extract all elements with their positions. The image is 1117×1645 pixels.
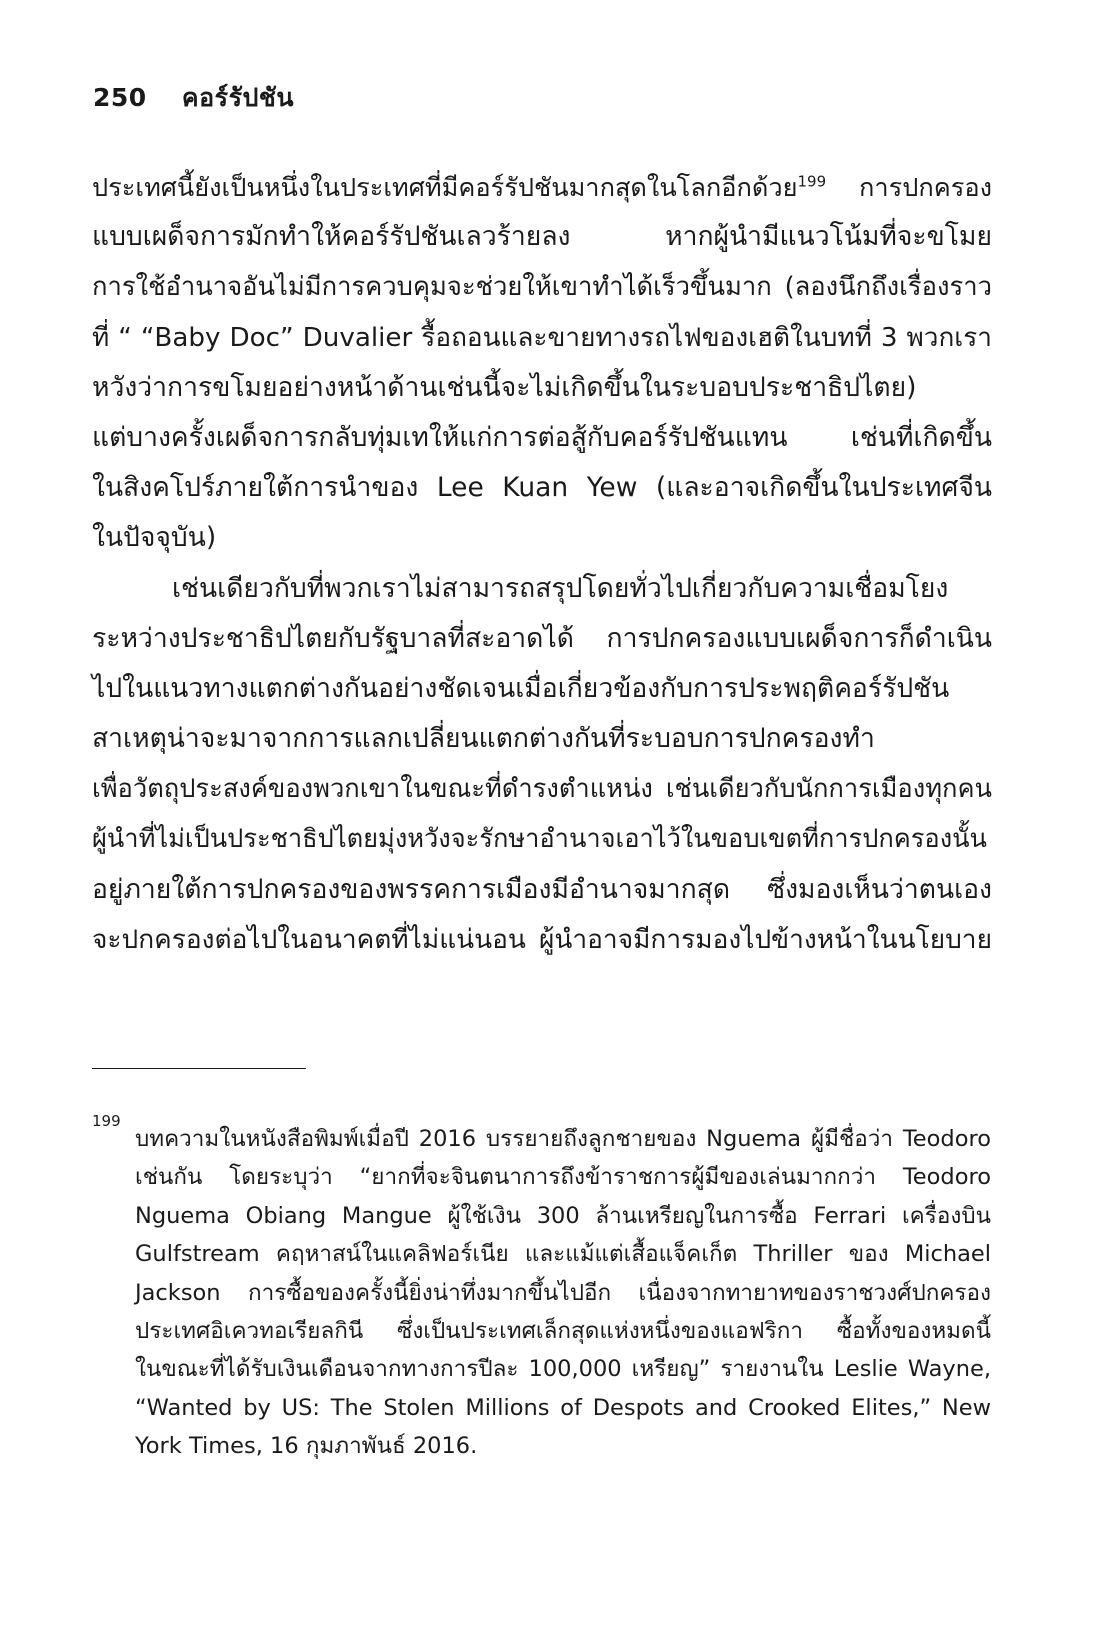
footnote-line-7: ในขณะที่ได้รับเงินเดือนจากทางการปีละ 100,000 เหรียญ” รายงานใน Leslie Wayne, — [135, 1356, 991, 1383]
book-title: คอร์รัปชัน — [181, 83, 294, 112]
page-number: 250 — [93, 83, 147, 112]
footnote-divider — [92, 1068, 306, 1069]
footnote-line-9: York Times, 16 กุมภาพันธ์ 2016. — [135, 1433, 478, 1460]
footnote-reference[interactable]: 199 — [797, 172, 827, 191]
footnote-line-8: “Wanted by US: The Stolen Millions of Despots and Crooked Elites,” New — [135, 1394, 991, 1421]
body-line-1: ประเทศนี้ยังเป็นหนึ่งในประเทศที่มีคอร์รัปชันมากสุดในโลกอีกด้วย$^{199}$ การปกครอง — [92, 172, 992, 202]
footnote-line-2: เช่นกัน โดยระบุว่า “ยากที่จะจินตนาการถึงข้าราชการผู้มีของเล่นมากกว่า Teodoro — [135, 1164, 991, 1191]
body-line-11: ไปในแนวทางแตกต่างกันอย่างชัดเจนเมื่อเกี่ยวข้องกับการประพฤติคอร์รัปชัน — [92, 672, 950, 704]
body-line-12: สาเหตุน่าจะมาจากการแลกเปลี่ยนแตกต่างกันที่ระบอบการปกครองทำ — [92, 723, 875, 755]
footnote-marker: 199 — [92, 1112, 121, 1130]
body-line-8: ในปัจจุบัน) — [92, 522, 217, 554]
running-head — [93, 78, 294, 118]
footnote-line-1: บทความในหนังสือพิมพ์เมื่อปี 2016 บรรยายถึงลูกชายของ Nguema ผู้มีชื่อว่า Teodoro — [135, 1126, 991, 1152]
footnote-line-6: ประเทศอิเควทอเรียลกินี ซึ่งเป็นประเทศเล็กสุดแห่งหนึ่งของแอฟริกา ซื้อทั้งของหมดนี้ — [135, 1317, 991, 1344]
body-line-3: การใช้อำนาจอันไม่มีการควบคุมจะช่วยให้เขาทำได้เร็วขึ้นมาก (ลองนึกถึงเรื่องราว — [92, 272, 992, 303]
body-line-6: แต่บางครั้งเผด็จการกลับทุ่มเทให้แก่การต่อสู้กับคอร์รัปชันแทน เช่นที่เกิดขึ้น — [92, 421, 992, 453]
footnote-line-4: Gulfstream คฤหาสน์ในแคลิฟอร์เนีย และแม้แต่เสื้อแจ็คเก็ต Thriller ของ Michael — [135, 1241, 991, 1268]
body-line-16: จะปกครองต่อไปในอนาคตที่ไม่แน่นอน ผู้นำอาจมีการมองไปข้างหน้าในนโยบาย — [92, 924, 992, 955]
body-line-10: ระหว่างประชาธิปไตยกับรัฐบาลที่สะอาดได้ การปกครองแบบเผด็จการก็ดำเนิน — [92, 622, 992, 654]
body-text — [92, 162, 992, 965]
footnote-line-3: Nguema Obiang Mangue ผู้ใช้เงิน 300 ล้านเหรียญในการซื้อ Ferrari เครื่องบิน — [135, 1202, 991, 1229]
footnote-line-5: Jackson การซื้อของครั้งนี้ยิ่งน่าทึ่งมากขึ้นไปอีก เนื่องจากทายาทของราชวงศ์ปกครอง — [135, 1279, 991, 1306]
body-line-5: หวังว่าการขโมยอย่างหน้าด้านเช่นนี้จะไม่เกิดขึ้นในระบอบประชาธิปไตย) — [92, 371, 917, 403]
body-line-2: แบบเผด็จการมักทำให้คอร์รัปชันเลวร้ายลง หากผู้นำมีแนวโน้มที่จะขโมย — [92, 221, 992, 253]
body-line-4: ที่ “ “Baby Doc” Duvalier รื้อถอนและขายทางรถไฟของเฮติในบทที่ 3 พวกเรา — [92, 322, 992, 353]
body-line-7: ในสิงคโปร์ภายใต้การนำของ Lee Kuan Yew (และอาจเกิดขึ้นในประเทศจีน — [92, 472, 992, 504]
body-line-13: เพื่อวัตถุประสงค์ของพวกเขาในขณะที่ดำรงตำแหน่ง เช่นเดียวกับนักการเมืองทุกคน — [92, 774, 992, 805]
footnote-text — [135, 1120, 991, 1466]
body-line-9: เช่นเดียวกับที่พวกเราไม่สามารถสรุปโดยทั่วไปเกี่ยวกับความเชื่อมโยง — [172, 572, 949, 604]
body-line-14: ผู้นำที่ไม่เป็นประชาธิปไตยมุ่งหวังจะรักษาอำนาจเอาไว้ในขอบเขตที่การปกครองนั้น — [92, 824, 987, 855]
body-line-15: อยู่ภายใต้การปกครองของพรรคการเมืองมีอำนาจมากสุด ซึ่งมองเห็นว่าตนเอง — [92, 873, 992, 905]
